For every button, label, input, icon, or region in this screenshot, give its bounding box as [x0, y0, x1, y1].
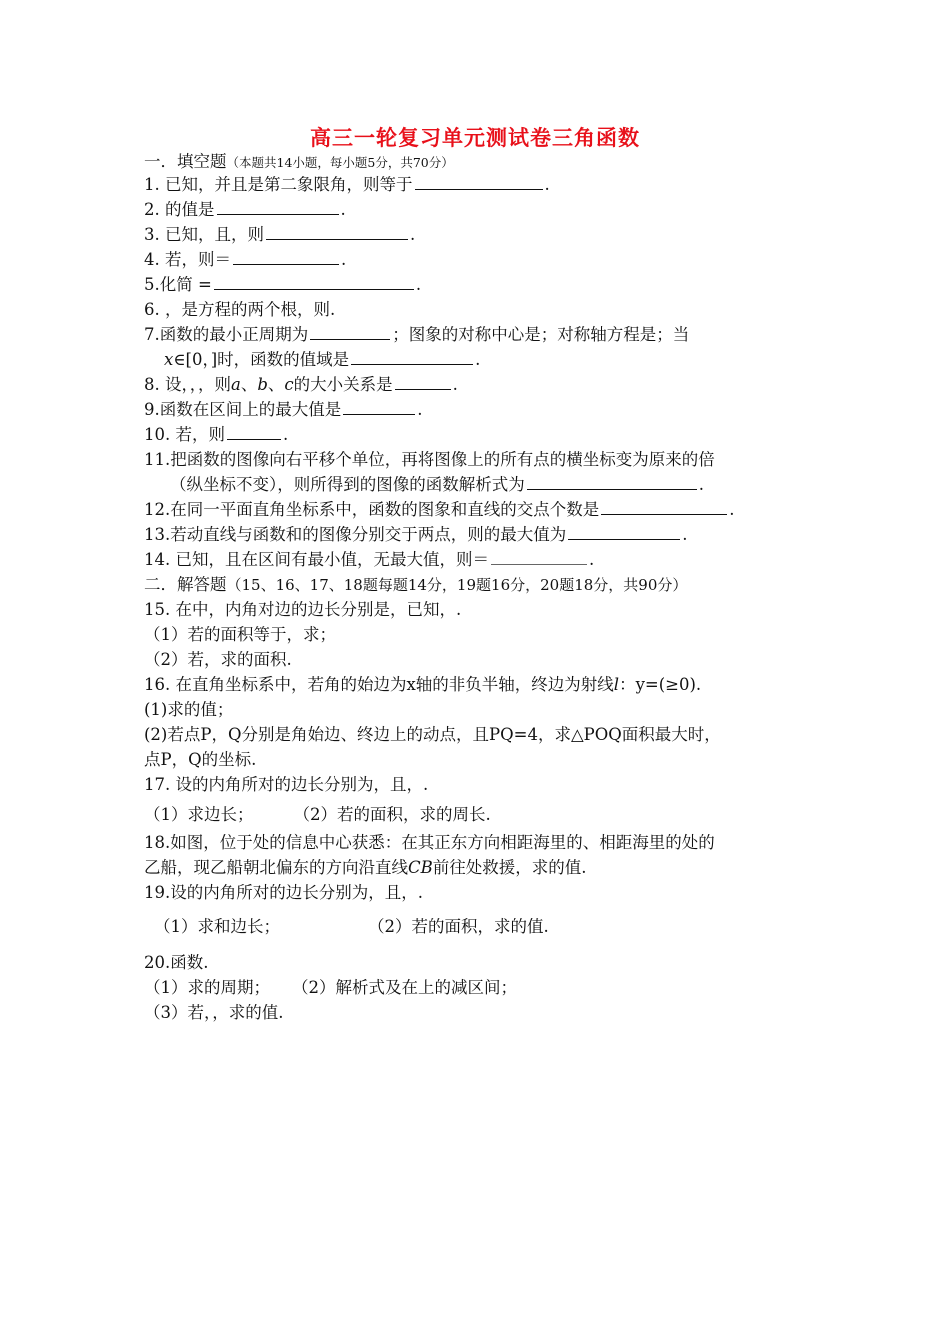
- variable-x: x: [164, 350, 174, 369]
- question-20-part-1: （1）求的周期；: [144, 978, 270, 997]
- section-2-heading: [144, 574, 687, 596]
- question-7-text-b: ；图象的对称中心是；对称轴方程是；当: [392, 325, 690, 344]
- variable-l: l: [613, 675, 620, 694]
- question-20-part-3: （3）若，，求的值.: [144, 1003, 284, 1022]
- question-19-part-2: （2）若的面积，求的值.: [368, 917, 549, 936]
- variable-c: c: [284, 375, 294, 394]
- question-15-part-1: （1）若的面积等于，求；: [144, 625, 336, 644]
- question-18-text-b3: 前往处救援，求的值.: [432, 858, 587, 877]
- answer-blank[interactable]: [214, 274, 414, 290]
- period: .: [341, 250, 347, 269]
- answer-blank[interactable]: [233, 249, 339, 265]
- answer-blank[interactable]: [227, 424, 281, 440]
- section-2-label: 二．解答题: [144, 575, 227, 594]
- period: .: [589, 550, 595, 569]
- answer-blank[interactable]: [266, 224, 408, 240]
- question-12-text: 12.在同一平面直角坐标系中，函数的图象和直线的交点个数是: [144, 500, 600, 519]
- variable-b: b: [257, 375, 268, 394]
- question-17-part-1: （1）求边长；: [144, 805, 254, 824]
- answer-blank[interactable]: [491, 549, 587, 565]
- question-8-text-a: 8. 设，，，则: [144, 375, 231, 394]
- variable-a: a: [231, 375, 241, 394]
- separator: 、: [240, 375, 258, 394]
- section-1-label: 一．填空题: [144, 152, 227, 171]
- period: .: [475, 350, 481, 369]
- question-11-text-b: （纵坐标不变），则所得到的图像的函数解析式为: [170, 475, 525, 494]
- answer-blank[interactable]: [568, 524, 680, 540]
- period: .: [415, 275, 422, 294]
- question-3: [144, 224, 415, 246]
- period: .: [682, 525, 688, 544]
- question-14-text: 14. 已知，且在区间有最小值，无最大值，则＝: [144, 550, 489, 569]
- period: .: [729, 500, 735, 519]
- question-19-part-1: （1）求和边长；: [154, 917, 280, 936]
- answer-blank[interactable]: [351, 349, 473, 365]
- section-2-note: （15、16、17、18题每题14分，19题16分，20题18分，共90分）: [226, 576, 688, 594]
- question-18-text-b1: 乙船，现乙船朝北偏东的方向沿直线: [144, 858, 408, 877]
- period: .: [340, 200, 346, 219]
- question-19: 19.设的内角所对的边长分别为，且，.: [144, 883, 423, 902]
- question-15: 15. 在中，内角对边的边长分别是，已知，.: [144, 600, 462, 619]
- question-9: [144, 399, 423, 421]
- question-16: [144, 674, 701, 696]
- question-13: [144, 524, 688, 546]
- answer-blank[interactable]: [527, 474, 697, 490]
- answer-blank[interactable]: [343, 399, 415, 415]
- question-11-continued: [170, 474, 704, 496]
- question-10-text: 10. 若，则: [144, 425, 225, 444]
- question-7-text-c: ∈[0，]时，函数的值域是: [173, 350, 350, 369]
- question-11: [144, 449, 715, 471]
- question-16-text-b: ：y=(≥0).: [619, 675, 702, 694]
- question-9-text: 9.函数在区间上的最大值是: [144, 400, 342, 419]
- question-8-text-b: 的大小关系是: [293, 375, 393, 394]
- question-16-part-1: (1)求的值；: [144, 700, 234, 719]
- question-7-continued: [164, 349, 480, 371]
- question-2: [144, 199, 346, 221]
- question-6: [144, 299, 335, 321]
- answer-blank[interactable]: [415, 174, 543, 190]
- question-18: 18.如图，位于处的信息中心获悉：在其正东方向相距海里的、相距海里的处的: [144, 833, 715, 852]
- question-20-part-2: （2）解析式及在上的减区间；: [292, 978, 517, 997]
- question-16-text-a: 16. 在直角坐标系中，若角的始边为x轴的非负半轴，终边为射线: [144, 675, 614, 694]
- question-4: [144, 249, 346, 271]
- question-11-text-a: 11.把函数的图像向右平移个单位，再将图像上的所有点的横坐标变为原来的倍: [144, 450, 715, 469]
- question-12: [144, 499, 735, 521]
- period: .: [417, 400, 423, 419]
- question-20-parts-1-2: [144, 977, 517, 999]
- question-2-text: 2. 的值是: [144, 200, 215, 219]
- question-8: [144, 374, 458, 396]
- question-7-text-a: 7.函数的最小正周期为: [144, 325, 309, 344]
- period: .: [410, 225, 416, 244]
- question-15-part-2: （2）若，求的面积.: [144, 650, 292, 669]
- answer-blank[interactable]: [310, 324, 390, 340]
- question-5: [144, 274, 421, 296]
- section-1-heading: [144, 151, 454, 174]
- question-17: 17. 设的内角所对的边长分别为，且，.: [144, 775, 429, 794]
- question-19-parts: [154, 916, 549, 938]
- variable-cb: CB: [408, 858, 433, 877]
- question-1: [144, 174, 550, 196]
- answer-blank[interactable]: [395, 374, 451, 390]
- period: .: [698, 475, 704, 494]
- question-13-text: 13.若动直线与函数和的图像分别交于两点，则的最大值为: [144, 525, 567, 544]
- question-16-part-2: (2)若点P，Q分别是角始边、终边上的动点，且PQ=4，求△POQ面积最大时，: [144, 725, 721, 744]
- period: .: [283, 425, 289, 444]
- question-5-text: 5.化简 =: [144, 275, 212, 294]
- separator: 、: [267, 375, 285, 394]
- question-4-text: 4. 若，则＝: [144, 250, 231, 269]
- question-1-text: 1. 已知，并且是第二象限角，则等于: [144, 175, 413, 194]
- question-7: [144, 324, 689, 346]
- question-20: 20.函数.: [144, 953, 209, 972]
- answer-blank[interactable]: [217, 199, 339, 215]
- question-16-part-3: 点P，Q的坐标.: [144, 750, 257, 769]
- page-title: 高三一轮复习单元测试卷三角函数: [310, 125, 640, 150]
- question-14: [144, 549, 594, 571]
- section-1-note: （本题共14小题，每小题5分，共70分）: [226, 155, 454, 170]
- question-18-continued: [144, 857, 587, 879]
- question-17-parts: [144, 804, 491, 826]
- period: .: [544, 175, 550, 194]
- question-6-text: 6. ，是方程的两个根，则.: [144, 300, 336, 319]
- period: .: [452, 375, 458, 394]
- question-10: [144, 424, 288, 446]
- question-17-part-2: （2）若的面积，求的周长.: [293, 805, 491, 824]
- answer-blank[interactable]: [601, 499, 727, 515]
- question-3-text: 3. 已知，且，则: [144, 225, 264, 244]
